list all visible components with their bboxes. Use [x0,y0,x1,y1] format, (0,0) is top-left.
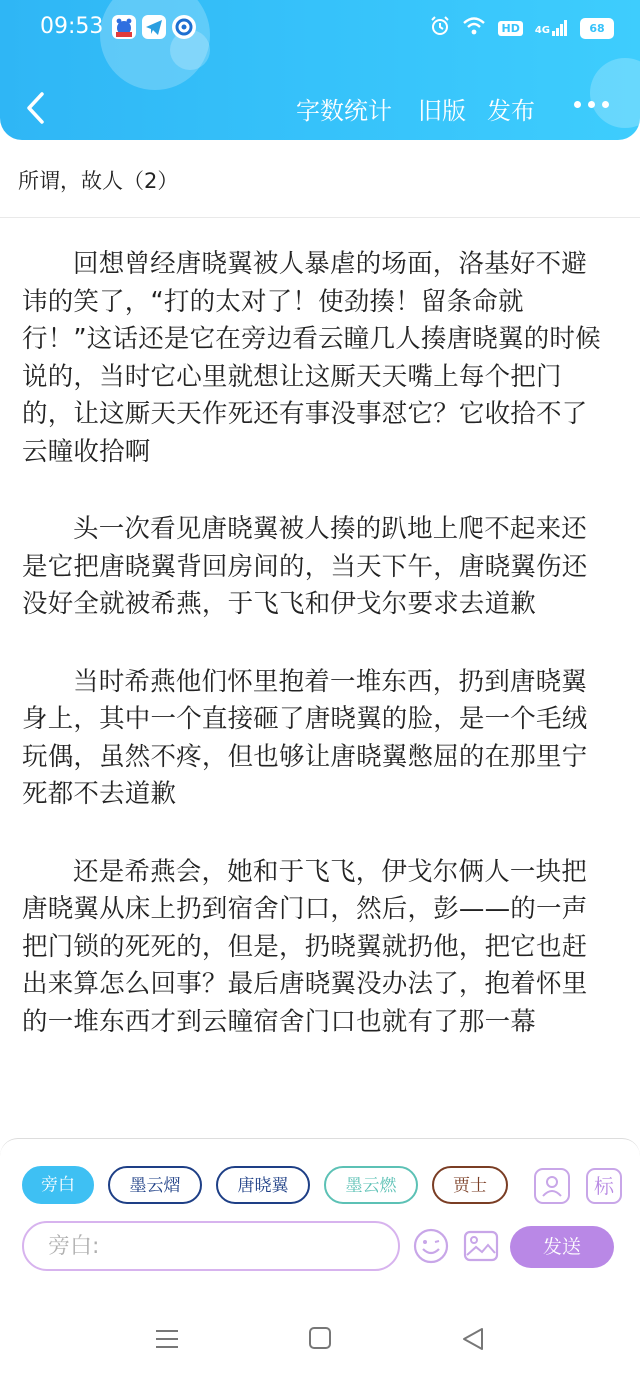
chapter-title[interactable]: 所谓，故人（2） [18,169,179,193]
publish-button[interactable]: 发布 [487,97,535,125]
title-divider [0,217,640,218]
hd-badge: HD [498,21,522,36]
old-version-button[interactable]: 旧版 [418,97,466,125]
status-bar [0,0,640,56]
back-button[interactable] [18,88,58,128]
baidu-app-icon [112,15,136,39]
chapter-body[interactable] [22,246,606,1081]
send-button[interactable]: 发送 [510,1226,614,1268]
more-dot-icon [602,101,609,108]
paragraph: 当时希燕他们怀里抱着一堆东西，扔到唐晓翼身上，其中一个直接砸了唐晓翼的脸，是一个毛绒玩偶，虽然不疼，但也够让唐晓翼憋屈的在那里宁死都不去道歉 [22,666,588,809]
dialogue-compose-panel [0,1138,640,1277]
home-button[interactable] [308,1326,332,1354]
top-header [0,0,640,140]
character-manage-button[interactable] [534,1168,570,1204]
signal-icon [535,20,568,36]
more-dot-icon [574,101,581,108]
home-square-icon [308,1326,332,1350]
status-time: 09:53 [40,14,104,39]
editor-toolbar [0,76,640,136]
recent-apps-button[interactable] [154,1326,180,1356]
character-chip[interactable]: 贾士 [432,1166,508,1204]
tag-button[interactable]: 标 [586,1168,622,1204]
smiley-icon [412,1227,450,1265]
back-arrow-icon [18,88,58,128]
character-chip[interactable]: 唐晓翼 [216,1166,310,1204]
back-triangle-icon [460,1326,486,1352]
dialogue-input[interactable] [22,1221,400,1271]
paragraph: 头一次看见唐晓翼被人揍的趴地上爬不起来还是它把唐晓翼背回房间的，当天下午，唐晓翼伤还没好全就被希燕，于飞飞和伊戈尔要求去道歉 [22,514,588,619]
menu-icon [154,1326,180,1352]
battery-indicator: 68 [580,18,614,39]
telegram-icon [142,15,166,39]
image-button[interactable] [462,1227,500,1265]
system-navigation-bar [0,1276,640,1387]
browser-app-icon [172,15,196,39]
more-dot-icon [588,101,595,108]
paragraph: 还是希燕会，她和于飞飞，伊戈尔俩人一块把唐晓翼从床上扔到宿舍门口，然后，彭——的一声把门锁的死死的，但是，扔晓翼就扔他，把它也赶出来算怎么回事？最后唐晓翼没办法了，抱着怀里的一堆东西才到云瞳宿舍门口也就有了那一幕 [22,856,588,1037]
character-chip[interactable]: 墨云熠 [108,1166,202,1204]
character-chip[interactable]: 墨云燃 [324,1166,418,1204]
alarm-icon [430,16,450,40]
wifi-icon [462,16,486,40]
person-icon [536,1170,568,1202]
emoji-button[interactable] [412,1227,450,1265]
system-back-button[interactable] [460,1326,486,1356]
status-indicators [430,16,614,40]
word-count-button[interactable]: 字数统计 [296,97,392,125]
more-menu-button[interactable] [574,94,614,114]
network-type: 4G [534,25,550,36]
character-chip-narrator[interactable]: 旁白 [22,1166,94,1204]
paragraph: 回想曾经唐晓翼被人暴虐的场面，洛基好不避讳的笑了，“打的太对了！使劲揍！留条命就行！”这话还是它在旁边看云瞳几人揍唐晓翼的时候说的，当时它心里就想让这厮天天嘴上每个把门的，让这厮天天作死还有事没事怼它？它收拾不了云瞳收拾啊 [22,249,601,467]
image-icon [462,1227,500,1265]
